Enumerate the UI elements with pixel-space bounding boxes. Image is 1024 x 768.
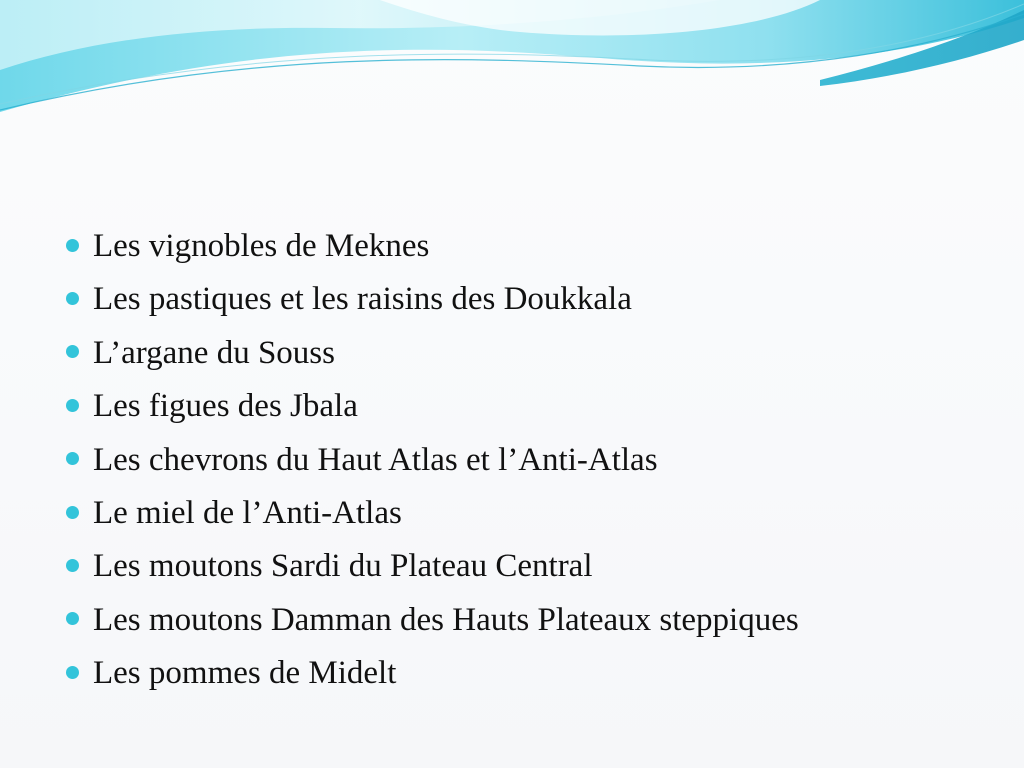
bullet-dot-icon [66, 559, 79, 572]
bullet-item [66, 487, 799, 540]
bullet-text: Le miel de l’Anti-Atlas [93, 494, 402, 531]
bullet-item [66, 647, 799, 700]
bullet-text: L’argane du Souss [93, 334, 335, 371]
bullet-text: Les moutons Damman des Hauts Plateaux steppiques [93, 601, 799, 638]
bullet-text: Les vignobles de Meknes [93, 228, 430, 264]
bullet-item [66, 327, 799, 380]
bullet-dot-icon [66, 452, 79, 465]
bullet-dot-icon [66, 292, 79, 305]
bullet-item [66, 273, 799, 326]
decorative-wave-header [0, 0, 1024, 130]
bullet-dot-icon [66, 345, 79, 358]
bullet-item [66, 220, 799, 273]
bullet-item [66, 380, 799, 433]
bullet-dot-icon [66, 612, 79, 625]
bullet-text: Les pommes de Midelt [93, 655, 397, 692]
bullet-list [66, 220, 799, 701]
bullet-dot-icon [66, 399, 79, 412]
bullet-item [66, 540, 799, 593]
bullet-text: Les moutons Sardi du Plateau Central [93, 548, 593, 585]
bullet-dot-icon [66, 666, 79, 679]
bullet-item [66, 434, 799, 487]
bullet-text: Les figues des Jbala [93, 388, 358, 425]
bullet-text: Les pastiques et les raisins des Doukkala [93, 281, 632, 318]
bullet-item [66, 594, 799, 647]
bullet-dot-icon [66, 506, 79, 519]
bullet-dot-icon [66, 239, 79, 252]
bullet-text: Les chevrons du Haut Atlas et l’Anti-Atlas [93, 441, 658, 478]
